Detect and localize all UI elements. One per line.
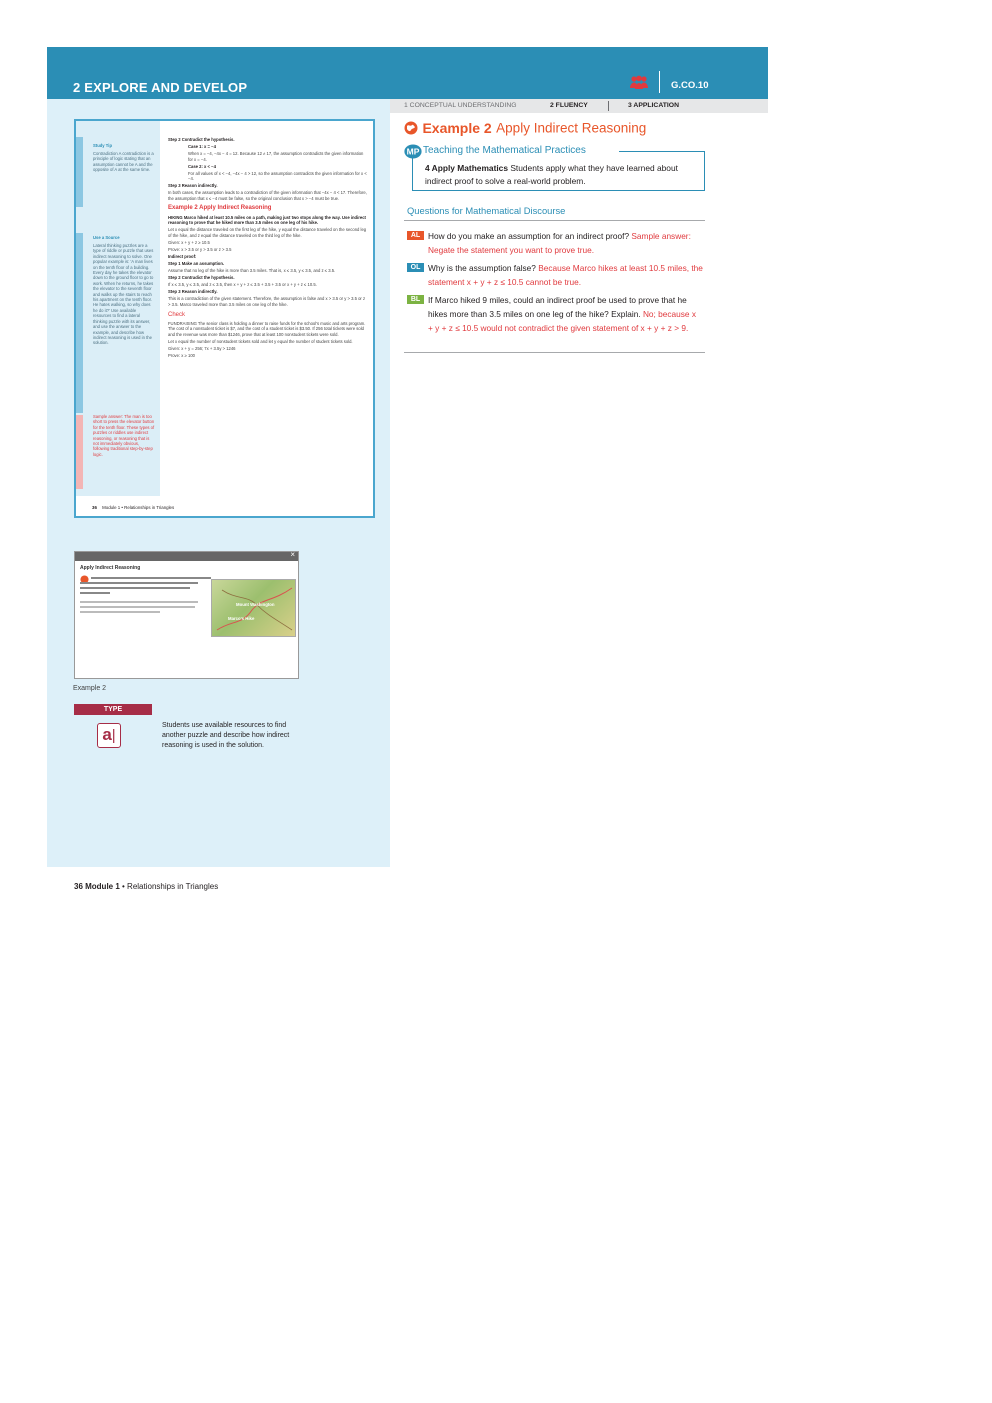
thumbnail-footer	[92, 505, 174, 510]
close-icon[interactable]: ×	[290, 550, 295, 559]
variable-definition: Let x equal the number of nonstudent tickets sold and let y equal the number of student tickets sold.	[168, 338, 353, 344]
step-heading: Step 3 Reason indirectly.	[168, 183, 218, 189]
sample-answer-text: Sample answer: The man is too short to press the elevator button for the tenth floor. These types of puzzles or riddles use indirect reasoning, or reasoning that is not immediately obvious, following traditional step-by-step logic.	[93, 414, 155, 457]
thumbnail-example-title: Example 2 Apply Indirect Reasoning	[168, 205, 272, 212]
mp-badge-text: MP	[406, 146, 420, 157]
page-footer	[74, 882, 218, 891]
digital-resource-screenshot[interactable]	[74, 551, 299, 679]
rigor-tabs	[390, 99, 768, 113]
text-line	[80, 611, 160, 613]
use-source-text: Lateral thinking puzzles are a type of riddle or puzzle that uses indirect reasoning to solve. One popular example is: 'A man lives on the tenth floor of a building. Every day he takes the elevator down to the ground floor to go to work. When he returns, he takes the elevator to the seventh floor and walks up the stairs to reach his apartment on the tenth floor. He hates walking, so why does he do it?' Use available resources to find a lateral thinking puzzle with its answer, and use the answer to the example, and describe how indirect reasoning is used in the solution.	[93, 243, 154, 346]
header-separator	[659, 71, 660, 93]
mp-heading: Teaching the Mathematical Practices	[423, 145, 586, 156]
map-label-mountain: Mount Washington	[236, 602, 275, 607]
step-text: This is a contradiction of the given statement. Therefore, the assumption is false and x > 3.5 or y > 3.5 or z > 3.5. Marco traveled more than 3.5 miles on one leg of the hike.	[168, 295, 366, 307]
discourse-question-ol	[407, 261, 703, 289]
thumbnail-page-number: 36	[92, 505, 97, 510]
study-tip-text: Contradiction A contradiction is a principle of logic stating that an assumption cannot be A and the opposite of A at the same time.	[93, 151, 154, 173]
discourse-rule-top	[404, 220, 705, 221]
level-badge-bl: BL	[407, 295, 424, 304]
use-source-title: Use a Source	[93, 235, 120, 240]
tab-separator	[608, 101, 609, 111]
section-header	[47, 47, 768, 99]
footer-title: Relationships in Triangles	[127, 882, 219, 891]
map-trail	[212, 580, 297, 638]
given-statement: Given: x + y = 256; 7x + 3.5y > 1246	[168, 345, 236, 351]
case-heading: Case 2: x < −4	[188, 163, 216, 169]
prove-statement: Prove: x > 3.5 or y > 3.5 or z > 3.5	[168, 247, 232, 253]
standard-code: G.CO.10	[671, 80, 709, 91]
type-activity-description: Students use available resources to find another puzzle and describe how indirect reasoning is used in the solution.	[162, 722, 290, 749]
question-text: If Marco hiked 9 miles, could an indirect proof be used to prove that he hikes more than 3.5 miles on one leg of the hike? Explain.	[428, 295, 687, 319]
example-heading	[404, 119, 646, 137]
mp-box-top-line	[619, 151, 704, 152]
step-heading: Step 2 Contradict the hypothesis.	[168, 274, 235, 280]
sidebar-accent-bar	[76, 137, 83, 207]
text-line	[91, 577, 211, 579]
question-text: How do you make an assumption for an indirect proof?	[428, 231, 632, 241]
given-statement: Given: x + y + z ≥ 10.5	[168, 240, 210, 246]
answer-text: No; because x + y + z ≤ 10.5 would not contradict the given statement of x + y + z > 9.	[428, 309, 696, 333]
footer-bullet: •	[119, 882, 128, 891]
variable-definition: Let x equal the distance traveled on the first leg of the hike, y equal the distance traveled on the second leg of the hike, and z equal the distance traveled on the third leg of the hike.	[168, 227, 367, 239]
text-line	[80, 601, 198, 603]
example-number: Example 2	[422, 119, 492, 136]
thumbnail-main-column	[168, 137, 368, 360]
answer-text: Because Marco hikes at least 10.5 miles, the statement x + y + z ≤ 10.5 cannot be true.	[428, 263, 703, 287]
mp-badge-icon	[404, 144, 422, 159]
hike-map-image	[211, 579, 296, 637]
thumbnail-footer-text: Module 1 • Relationships in Triangles	[102, 505, 175, 510]
globe-icon	[404, 121, 418, 135]
text-line	[80, 606, 195, 608]
mp-text	[425, 162, 697, 189]
collaboration-group-icon	[629, 75, 649, 91]
tab-fluency[interactable]: 2 FLUENCY	[550, 102, 588, 109]
window-titlebar	[75, 552, 298, 561]
digital-title: Apply Indirect Reasoning	[80, 565, 141, 571]
hiking-problem: HIKING Marco hiked at least 10.5 miles on a path, making just two stops along the way. Use indirect reasoning to prove that he hiked more than 3.5 miles on one leg of his hike.	[168, 214, 366, 226]
example-title: Apply Indirect Reasoning	[496, 120, 647, 136]
discourse-heading: Questions for Mathematical Discourse	[407, 205, 566, 216]
case-text: For all values of x < −4, −4x − 4 > 12, so the assumption contradicts the given information for x < −4.	[188, 170, 367, 182]
step-heading: Step 2 Contradict the hypothesis.	[168, 137, 235, 142]
text-line	[80, 582, 198, 584]
mp-practice-description: Students apply what they have learned about indirect proof to solve a real-world problem.	[425, 163, 678, 187]
step-text: Assume that no leg of the hike is more than 3.5 miles. That is, x ≤ 3.5, y ≤ 3.5, and z ≤ 3.5.	[168, 267, 336, 273]
text-line	[80, 587, 190, 589]
question-text: Why is the assumption false?	[428, 263, 539, 273]
digital-caption: Example 2	[73, 685, 107, 692]
answer-text: Sample answer: Negate the statement you want to prove true.	[428, 231, 691, 255]
footer-page-module: 36 Module 1	[74, 882, 120, 891]
discourse-question-bl	[407, 293, 703, 335]
prove-statement: Prove: x ≥ 100	[168, 352, 195, 358]
study-tip-title: Study Tip	[93, 143, 112, 148]
map-label-hike: Marco's Hike	[228, 616, 255, 621]
tab-conceptual-understanding[interactable]: 1 CONCEPTUAL UNDERSTANDING	[404, 102, 517, 109]
discourse-question-al	[407, 229, 703, 257]
step-heading: Step 1 Make an assumption.	[168, 260, 225, 266]
section-title: 2 EXPLORE AND DEVELOP	[73, 80, 248, 95]
indirect-proof-label: Indirect proof:	[168, 254, 197, 259]
sidebar-accent-bar	[76, 415, 83, 489]
thumbnail-sidebar	[76, 121, 160, 496]
sidebar-accent-bar	[76, 233, 83, 413]
discourse-rule-bottom	[404, 352, 705, 353]
tab-application[interactable]: 3 APPLICATION	[628, 102, 679, 109]
mp-practice-name: 4 Apply Mathematics	[425, 163, 508, 173]
type-activity-label: TYPE	[74, 704, 152, 715]
text-line	[80, 592, 110, 594]
case-heading: Case 1: x = −4	[188, 143, 216, 149]
case-text: When x = −4, −4x − 4 = 12. Because 12 ≠ 17, the assumption contradicts the given information for x = −4.	[188, 150, 364, 162]
check-heading: Check	[168, 312, 186, 319]
fundraising-problem: FUNDRAISING The senior class is holding a dinner to raise funds for the school's music and arts program. The cost of a nonstudent ticket is $7, and the cost of a student ticket is $3.50. If 256 total tickets were sold and the revenue was more than $1246, prove that at least 100 nonstudent tickets were sold.	[168, 320, 366, 337]
step-text: If x ≤ 3.5, y ≤ 3.5, and z ≤ 3.5, then x + y + z ≤ 3.5 + 3.5 + 3.5 or x + y + z ≤ 10.5.	[168, 281, 317, 287]
step-text: In both cases, the assumption leads to a contradiction of the given information that −4x − 4 < 17. Therefore, the assumption that x ≤ −4 must be false, so the original conclusion that x > −4 must be true.	[168, 190, 367, 201]
type-icon-letter: a	[102, 725, 112, 744]
level-badge-ol: OL	[407, 263, 424, 272]
student-page-thumbnail	[74, 119, 375, 518]
step-heading: Step 3 Reason indirectly.	[168, 288, 218, 294]
type-a-icon: a|	[97, 723, 121, 748]
level-badge-al: AL	[407, 231, 424, 240]
